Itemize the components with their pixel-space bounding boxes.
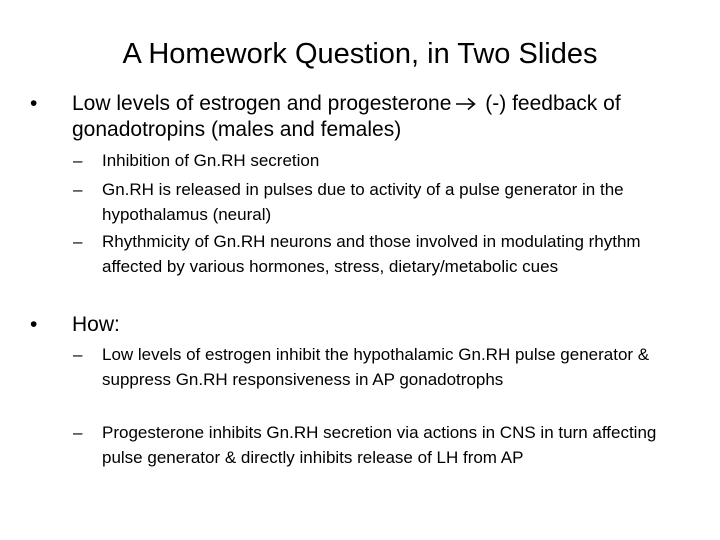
- bullet-item-1: [30, 91, 692, 143]
- dash-glyph: –: [73, 151, 83, 170]
- sub-item-2-1: [73, 343, 692, 392]
- sub-item-text: Gn.RH is released in pulses due to activity of a pulse generator in the hypothalamus (neural): [102, 180, 624, 224]
- sub-item-text: Rhythmicity of Gn.RH neurons and those involved in modulating rhythm affected by various hormones, stress, dietary/metabolic cues: [102, 232, 641, 276]
- dash-glyph: –: [73, 345, 83, 364]
- sub-item-text: Inhibition of Gn.RH secretion: [102, 151, 320, 170]
- sub-item-1-3: [73, 230, 692, 279]
- sub-item-2-2: [73, 421, 692, 470]
- dash-glyph: –: [73, 423, 83, 442]
- bullet-glyph: •: [30, 92, 38, 115]
- sub-item-1-2: [73, 178, 692, 227]
- bullet-item-2: [30, 312, 692, 338]
- sub-item-1-1: [73, 149, 692, 174]
- slide-title: A Homework Question, in Two Slides: [122, 38, 598, 70]
- dash-glyph: –: [73, 180, 83, 199]
- bullet-glyph: •: [30, 313, 38, 336]
- bullet-2-text: How:: [72, 313, 120, 336]
- bullet-1-text-before: Low levels of estrogen and progesterone: [72, 92, 452, 115]
- bullet-1-text-after: (-) feedback of gonadotropins (males and females): [72, 92, 621, 141]
- dash-glyph: –: [73, 232, 83, 251]
- sub-item-text: Low levels of estrogen inhibit the hypothalamic Gn.RH pulse generator & suppress Gn.RH responsiveness in AP gonadotrophs: [102, 345, 650, 389]
- sub-item-text: Progesterone inhibits Gn.RH secretion via actions in CNS in turn affecting pulse generator & directly inhibits release of LH from AP: [102, 423, 657, 467]
- right-arrow-icon: [455, 97, 477, 111]
